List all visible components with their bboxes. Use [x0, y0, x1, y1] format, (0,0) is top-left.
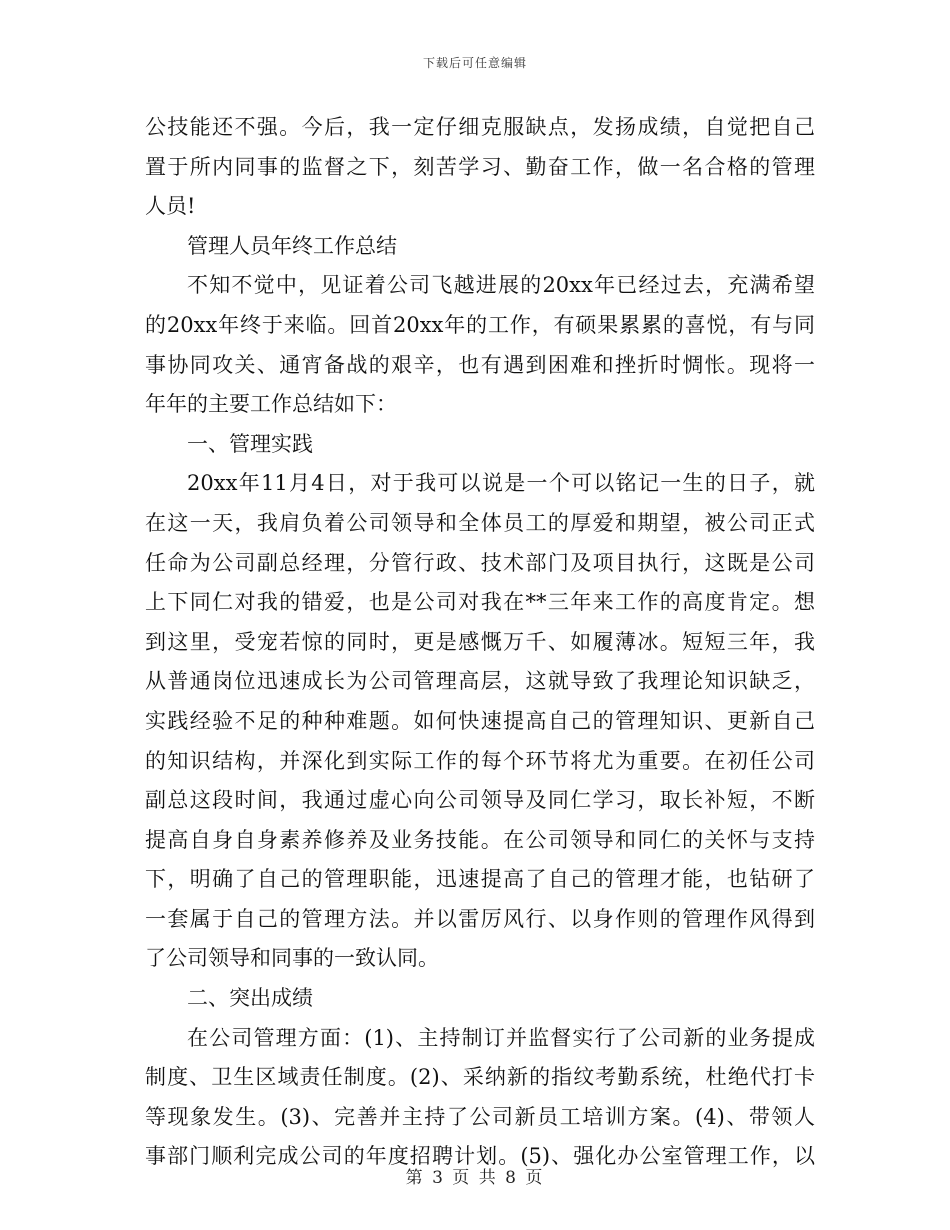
- text-line: 上下同仁对我的错爱，也是公司对我在**三年来工作的高度肯定。想: [145, 590, 815, 615]
- text-line: 下，明确了自己的管理职能，迅速提高了自己的管理才能，也钻研了: [145, 867, 815, 892]
- text-line: 等现象发生。(3)、完善并主持了公司新员工培训方案。(4)、带领人: [145, 1104, 815, 1129]
- text-line: 一套属于自己的管理方法。并以雷厉风行、以身作则的管理作风得到: [145, 906, 815, 931]
- text-line: 了公司领导和同事的一致认同。: [145, 946, 439, 971]
- text-line: 20xx年11月4日，对于我可以说是一个可以铭记一生的日子，就: [187, 471, 815, 496]
- text-line: 人员!: [145, 194, 196, 219]
- text-line: 的知识结构，并深化到实际工作的每个环节将尤为重要。在初任公司: [145, 748, 815, 773]
- text-line: 管理人员年终工作总结: [187, 233, 397, 258]
- text-line: 置于所内同事的监督之下，刻苦学习、勤奋工作，做一名合格的管理: [145, 154, 815, 179]
- text-line: 事部门顺利完成公司的年度招聘计划。(5)、强化办公室管理工作，以: [145, 1144, 815, 1169]
- text-line: 提高自身自身素养修养及业务技能。在公司领导和同仁的关怀与支持: [145, 827, 815, 852]
- text-line: 年年的主要工作总结如下：: [145, 392, 397, 417]
- text-line: 公技能还不强。今后，我一定仔细克服缺点，发扬成绩，自觉把自己: [145, 115, 815, 139]
- document-body: [145, 108, 815, 1177]
- text-line: 到这里，受宠若惊的同时，更是感慨万千、如履薄冰。短短三年，我: [145, 629, 815, 654]
- text-line: 从普通岗位迅速成长为公司管理高层，这就导致了我理论知识缺乏，: [145, 669, 815, 694]
- text-line: 二、突出成绩: [187, 986, 313, 1011]
- text-line: 副总这段时间，我通过虚心向公司领导及同仁学习，取长补短，不断: [145, 788, 815, 813]
- text-line: 任命为公司副总经理，分管行政、技术部门及项目执行，这既是公司: [145, 550, 815, 575]
- text-line: 制度、卫生区域责任制度。(2)、采纳新的指纹考勤系统，杜绝代打卡: [145, 1065, 815, 1090]
- text-line: 在这一天，我肩负着公司领导和全体员工的厚爱和期望，被公司正式: [145, 510, 815, 535]
- text-line: 一、管理实践: [187, 431, 313, 456]
- text-line: 事协同攻关、通宵备战的艰辛，也有遇到困难和挫折时惆怅。现将一: [145, 352, 815, 377]
- page-footer: 第 3 页 共 8 页: [405, 1168, 545, 1188]
- text-line: 的20xx年终于来临。回首20xx年的工作，有硕果累累的喜悦，有与同: [145, 312, 815, 337]
- text-line: 实践经验不足的种种难题。如何快速提高自己的管理知识、更新自己: [145, 708, 815, 733]
- text-line: 在公司管理方面：(1)、主持制订并监督实行了公司新的业务提成: [187, 1025, 815, 1050]
- text-line: 不知不觉中，见证着公司飞越进展的20xx年已经过去，充满希望: [187, 273, 815, 298]
- page-header: 下载后可任意编辑: [422, 56, 527, 70]
